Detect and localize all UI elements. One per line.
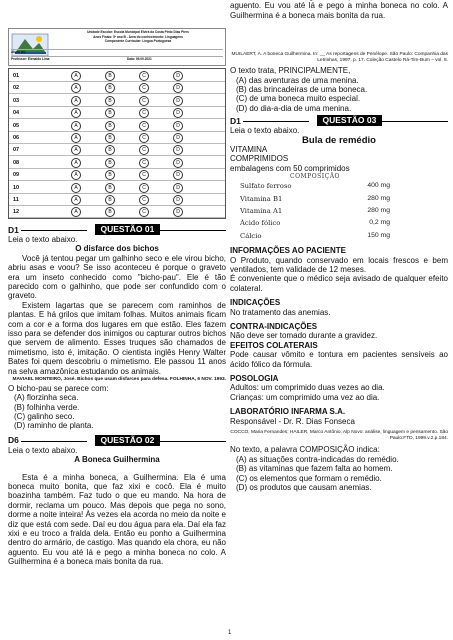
q2-paragraph-continued: aguento. Eu vou até lá e pego a minha boneca no colo. A Guilhermina é a boneca mais bonita da rua. [230, 1, 448, 20]
q3-instruction: Leia o texto abaixo. [230, 126, 300, 136]
answer-row [9, 157, 225, 169]
answer-bubble-d[interactable]: D [173, 170, 183, 180]
q3-prefix: D1 [230, 115, 241, 126]
answer-bubble-a[interactable]: A [71, 207, 81, 217]
q2-prefix: D6 [8, 435, 19, 446]
answer-bubble-c[interactable]: C [139, 158, 149, 168]
q1-header [8, 224, 226, 235]
q3-header [230, 115, 448, 126]
answer-bubble-a[interactable]: A [71, 158, 81, 168]
answer-bubble-a[interactable]: A [71, 195, 81, 205]
answer-row [9, 107, 225, 119]
answer-bubble-b[interactable]: B [105, 145, 115, 155]
q1-option-d[interactable]: (D) raminho de planta. [14, 421, 94, 431]
header-text [53, 30, 223, 44]
answer-row [9, 144, 225, 156]
answer-bubble-c[interactable]: C [139, 108, 149, 118]
q3-intro-2: COMPRIMIDOS [230, 154, 289, 164]
header-line-3: Componente Curricular: Língua Portuguesa [104, 39, 172, 44]
composicao-value: 280 mg [367, 194, 390, 202]
answer-sheet [8, 68, 226, 219]
q2-header [8, 435, 226, 446]
aluno-label: Aluno (a): [11, 50, 26, 54]
q1-option-c[interactable]: (C) galinho seco. [14, 411, 75, 421]
answer-row [9, 194, 225, 206]
answer-bubble-d[interactable]: D [173, 145, 183, 155]
left-column [8, 224, 226, 567]
q1-option-a[interactable]: (A) florzinha seca. [14, 393, 79, 403]
q3-options [230, 455, 448, 493]
q1-title: O disfarce dos bichos [75, 244, 159, 254]
q1-prefix: D1 [8, 224, 19, 235]
posologia-line-2: Crianças: um comprimido uma vez ao dia. [230, 392, 380, 402]
q3-rule-right [382, 121, 448, 122]
answer-row [9, 95, 225, 107]
answer-bubble-d[interactable]: D [173, 195, 183, 205]
q2-option-d[interactable]: (D) do dia-a-dia de uma menina. [236, 103, 352, 113]
q2-citation: MUILAERT, A. A boneca Guilhermina. In: __ As reportagens de Penélope. São Paulo: Companhia das Letrinhas, 1997. p. 17. Coleção Castelo Rá-Tim-Bum – vol. 8. [231, 52, 448, 63]
answer-row-number: 08 [13, 159, 20, 166]
q3-option-b[interactable]: (B) as vitaminas que fazem falta ao homem. [236, 464, 393, 474]
q3-option-a[interactable]: (A) as situações contra-indicadas do remédio. [236, 454, 399, 464]
q1-paragraph-2: Existem lagartas que se parecem com raminhos de plantas. E há grilos que imitam folhas. Muitos animais ficam com a cor e a forma dos lugares em que estão. Eles fazem isso para se defender dos inimigos ou capturar outros bichos que servem de alimento. Esses truques são chamados de mimetismo, isto é, imitação. O cientista inglês Henry Walter Bates foi quem descobriu o mimetismo. Ele passou 11 anos na selva amazônica estudando os animais. [8, 300, 226, 376]
answer-row-number: 05 [13, 122, 20, 129]
q2-option-c[interactable]: (C) de uma boneca muito especial. [236, 94, 361, 104]
answer-bubble-d[interactable]: D [173, 96, 183, 106]
answer-bubble-c[interactable]: C [139, 207, 149, 217]
lab-text: Responsável - Dr. R. Dias Fonseca [230, 416, 355, 426]
answer-bubble-c[interactable]: C [139, 145, 149, 155]
q3-intro-3: embalagens com 50 comprimidos [230, 163, 350, 173]
answer-bubble-a[interactable]: A [71, 83, 81, 93]
composicao-value: 400 mg [367, 182, 390, 190]
answer-bubble-b[interactable]: B [105, 71, 115, 81]
answer-bubble-b[interactable]: B [105, 195, 115, 205]
q2-option-a[interactable]: (A) das aventuras de uma menina. [236, 75, 359, 85]
answer-bubble-a[interactable]: A [71, 108, 81, 118]
answer-bubble-a[interactable]: A [71, 170, 81, 180]
answer-bubble-c[interactable]: C [139, 195, 149, 205]
answer-bubble-c[interactable]: C [139, 83, 149, 93]
answer-bubble-c[interactable]: C [139, 121, 149, 131]
answer-row [9, 182, 225, 194]
answer-row-number: 03 [13, 97, 20, 104]
q1-question: O bicho-pau se parece com: [8, 383, 109, 393]
q1-rule [21, 230, 87, 231]
q2-paragraph-start: Esta é a minha boneca, a Guilhermina. Ela é uma boneca muito bonita, que faz xixi e cocô. Ela é muito boazinha também. Faz tudo o que eu mando. Na hora de dormir, reclama um pouco. Mas depois que pega no sono, dorme a noite inteira! Às vezes ela acorda no meio da noite e diz que está com sede. Daí eu dou água para ela. Daí ela faz xixi e eu troco a fralda dela. Então eu ponho a Guilhermina dentro do armário, de castigo. Mas quando ela chora, eu não aguento. Eu vou até lá e pego a minha boneca no colo. A Guilhermina é a boneca mais bonita da rua. [8, 472, 226, 567]
q2-paragraph-continued-box [230, 2, 448, 50]
q1-citation: MAVIAEL MONTEIRO, José. Bichos que usam disfarces para defesa. FOLHINHA, 6 NOV. 1993. [12, 377, 226, 383]
composicao-value: 0,2 mg [369, 219, 390, 227]
answer-row-number: 07 [13, 147, 20, 154]
posologia-title: POSOLOGIA [230, 374, 279, 384]
composicao-row [240, 205, 390, 217]
q3-title: Bula de remédio [302, 134, 376, 146]
answer-bubble-b[interactable]: B [105, 108, 115, 118]
answer-bubble-b[interactable]: B [105, 170, 115, 180]
q1-paragraph-1: Você já tentou pegar um galhinho seco e ele virou bicho, abriu asas e voou? Se isso aconteceu é porque o graveto era um inseto conhecido como "bicho-pau". Ele é tão parecido com o galhinho, que pode ser confundido com o graveto. [8, 253, 226, 301]
q3-citation: COCCO, Maria Fernandes; HAILER, Marco Antônio. Alp Novo: análise, linguagem e pensamento. São Paulo:FTD, 1999.v.2.p.184. [230, 430, 448, 441]
answer-bubble-c[interactable]: C [139, 71, 149, 81]
efeitos-title: EFEITOS COLATERAIS [230, 340, 318, 350]
q3-question: No texto, a palavra COMPOSIÇÃO indica: [230, 445, 380, 455]
answer-bubble-b[interactable]: B [105, 96, 115, 106]
answer-bubble-d[interactable]: D [173, 83, 183, 93]
composicao-value: 150 mg [367, 231, 390, 239]
professor-label: Professor: Elenaldo Lima [11, 57, 50, 61]
q1-options [8, 393, 226, 431]
composicao-name: Ácido fólico [240, 219, 281, 228]
contra-text: Não deve ser tomado durante a gravidez. [230, 331, 378, 341]
answer-row-number: 09 [13, 172, 20, 179]
q1-rule-right [160, 230, 226, 231]
composicao-row [240, 230, 390, 242]
q3-rule [243, 121, 309, 122]
right-column [230, 2, 448, 492]
composicao-name: Vitamina B1 [240, 194, 283, 203]
composicao-row [240, 193, 390, 205]
answer-row-number: 06 [13, 135, 20, 141]
answer-row [9, 206, 225, 218]
answer-bubble-d[interactable]: D [173, 71, 183, 81]
aluno-row [11, 49, 223, 54]
composicao-title: COMPOSIÇÃO [290, 173, 340, 181]
header-line-2: Anos Finais: 5º ano B - Área do conhecimento: Linguagens [93, 34, 183, 39]
q3-option-c[interactable]: (C) os elementos que formam o remédio. [236, 473, 382, 483]
answer-bubble-a[interactable]: A [71, 133, 81, 143]
answer-row [9, 82, 225, 94]
answer-bubble-b[interactable]: B [105, 207, 115, 217]
answer-bubble-d[interactable]: D [173, 183, 183, 193]
answer-row [9, 169, 225, 181]
info-paragraph-1: O Produto, quando conservado em locais frescos e bem ventilados, tem validade de 12 meses. [230, 255, 448, 275]
answer-row [9, 70, 225, 82]
professor-row [11, 56, 223, 61]
answer-bubble-d[interactable]: D [173, 108, 183, 118]
answer-bubble-c[interactable]: C [139, 183, 149, 193]
answer-bubble-b[interactable]: B [105, 133, 115, 143]
posologia-line-1: Adultos: um comprimido duas vezes ao dia. [230, 383, 385, 393]
answer-bubble-b[interactable]: B [105, 158, 115, 168]
q1-label: QUESTÃO 01 [95, 224, 161, 235]
q2-question: O texto trata, PRINCIPALMENTE, [230, 66, 351, 76]
q2-rule [21, 441, 87, 442]
efeitos-text: Pode causar vômito e tontura em pacientes sensíveis ao ácido fólico da fórmula. [230, 350, 448, 369]
q2-option-b[interactable]: (B) das brincadeiras de uma boneca. [236, 85, 368, 94]
q3-intro-1: VITAMINA [230, 145, 268, 155]
answer-row-number: 11 [13, 197, 19, 203]
info-title: INFORMAÇÕES AO PACIENTE [230, 246, 347, 256]
date-label: Data: 09.09.2021 [127, 57, 152, 61]
answer-bubble-a[interactable]: A [71, 71, 81, 81]
composicao-name: Vitamina A1 [240, 207, 283, 216]
q2-rule-right [160, 441, 226, 442]
answer-row-number: 02 [13, 85, 20, 92]
composicao-name: Sulfato ferroso [240, 182, 292, 191]
answer-row-number: 12 [13, 209, 20, 216]
answer-row-number: 04 [13, 110, 20, 117]
header-line-1: Unidade Escolar: Escola Municipal Elvira da Costa Pinto Dias Pires [87, 30, 189, 34]
answer-row [9, 120, 225, 132]
composicao-row [240, 180, 390, 192]
answer-bubble-a[interactable]: A [71, 183, 81, 193]
q2-options [230, 76, 448, 114]
indicacoes-title: INDICAÇÕES [230, 298, 281, 308]
composicao-table [240, 180, 390, 242]
answer-bubble-d[interactable]: D [173, 207, 183, 217]
indicacoes-text: No tratamento das anemias. [230, 307, 331, 317]
answer-bubble-d[interactable]: D [173, 121, 183, 131]
q1-option-b[interactable]: (B) folhinha verde. [14, 402, 80, 412]
q3-label: QUESTÃO 03 [317, 115, 383, 126]
answer-bubble-b[interactable]: B [105, 121, 115, 131]
answer-bubble-a[interactable]: A [71, 145, 81, 155]
q2-label: QUESTÃO 02 [95, 435, 161, 446]
answer-bubble-d[interactable]: D [173, 133, 183, 143]
q3-option-d[interactable]: (D) os produtos que causam anemias. [236, 482, 372, 492]
answer-bubble-b[interactable]: B [105, 183, 115, 193]
answer-bubble-a[interactable]: A [71, 121, 81, 131]
contra-title: CONTRA-INDICAÇÕES [230, 322, 318, 332]
answer-bubble-d[interactable]: D [173, 158, 183, 168]
composicao-row [240, 217, 390, 229]
answer-row-number: 10 [13, 184, 20, 191]
answer-row [9, 132, 225, 144]
answer-bubble-c[interactable]: C [139, 96, 149, 106]
answer-row-number: 01 [13, 73, 20, 79]
q1-instruction: Leia o texto abaixo. [8, 235, 78, 244]
answer-bubble-c[interactable]: C [139, 170, 149, 180]
answer-bubble-b[interactable]: B [105, 83, 115, 93]
info-paragraph-2: É conveniente que o médico seja avisado de qualquer efeito colateral. [230, 274, 448, 293]
composicao-name: Cálcio [240, 231, 262, 240]
lab-title: LABORATÓRIO INFARMA S.A. [230, 407, 346, 417]
composicao-value: 280 mg [367, 207, 390, 215]
q2-instruction: Leia o texto abaixo. [8, 445, 78, 455]
page-number: 1 [228, 630, 232, 636]
school-header [8, 28, 226, 66]
q2-title: A Boneca Guilhermina [74, 455, 160, 465]
answer-bubble-c[interactable]: C [139, 133, 149, 143]
answer-bubble-a[interactable]: A [71, 96, 81, 106]
